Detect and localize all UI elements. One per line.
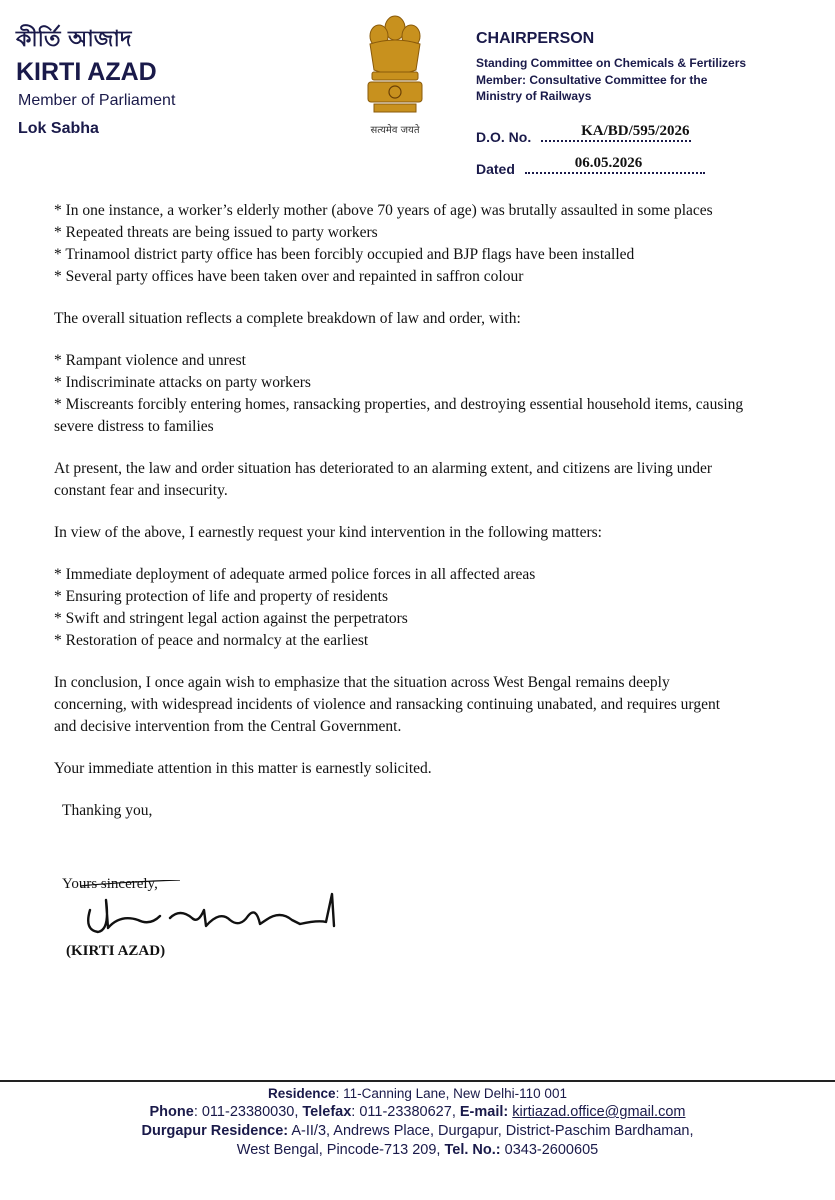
paragraph: Your immediate attention in this matter is earnestly solicited. bbox=[54, 760, 432, 777]
bullet-item: * Miscreants forcibly entering homes, ransacking properties, and destroying essential household items, causing severe distress to families bbox=[54, 396, 744, 435]
footer-divider bbox=[0, 1080, 835, 1082]
dated-row bbox=[476, 155, 705, 177]
email-label: E-mail bbox=[459, 1104, 504, 1120]
closing-thanks: Thanking you, bbox=[62, 802, 153, 819]
bullet-item: * Ensuring protection of life and property of residents bbox=[54, 588, 389, 605]
signatory-name: (KIRTI AZAD) bbox=[66, 943, 166, 959]
durgapur-label: Durgapur Residence: bbox=[141, 1123, 289, 1139]
footer-contact-line: Phone: 011-23380030, Telefax: 011-23380627, E-mail: kirtiazad.office@gmail.com bbox=[149, 1104, 686, 1120]
bullet-item: * Immediate deployment of adequate armed police forces in all affected areas bbox=[54, 566, 536, 583]
role-line: Member: Consultative Committee for the bbox=[476, 73, 708, 87]
tel-label: Tel. No.: bbox=[444, 1142, 501, 1158]
sender-title: Member of Parliament bbox=[18, 92, 176, 109]
footer-tel-line bbox=[0, 1142, 835, 1158]
dated-dotted-line bbox=[525, 155, 705, 174]
durgapur-value: A-II/3, Andrews Place, Durgapur, District-Paschim Bardhaman, bbox=[291, 1123, 694, 1139]
bullet-item: * Swift and stringent legal action against the perpetrators bbox=[54, 610, 408, 627]
letter-body bbox=[54, 200, 744, 822]
footer-residence-line bbox=[0, 1086, 835, 1101]
dated-label: Dated bbox=[476, 161, 515, 177]
sender-house: Lok Sabha bbox=[18, 120, 99, 137]
sender-name: KIRTI AZAD bbox=[16, 58, 157, 86]
bullet-item: * Repeated threats are being issued to party workers bbox=[54, 224, 378, 241]
emblem-motto: सत्यमेव जयते bbox=[370, 125, 420, 136]
role-line: Standing Committee on Chemicals & Fertilizers bbox=[476, 56, 747, 70]
paragraph: The overall situation reflects a complete breakdown of law and order, with: bbox=[54, 310, 521, 327]
phone-label: Phone bbox=[149, 1104, 194, 1120]
bullet-item: * In one instance, a worker’s elderly mother (above 70 years of age) was brutally assaulted in some places bbox=[54, 202, 713, 219]
do-value: KA/BD/595/2026 bbox=[581, 123, 690, 139]
position-title: CHAIRPERSON bbox=[476, 30, 595, 47]
bullet-item: * Restoration of peace and normalcy at the earliest bbox=[54, 632, 369, 649]
do-dotted-line bbox=[541, 123, 691, 142]
durgapur-value-2: West Bengal, Pincode-713 209, bbox=[236, 1142, 441, 1158]
paragraph: In conclusion, I once again wish to emphasize that the situation across West Bengal remains deeply concerning, with widespread incidents of violence and ransacking continuing unabated, and requires urgent and decisive intervention from the Central Government. bbox=[54, 674, 721, 735]
footer-durgapur-line bbox=[0, 1123, 835, 1139]
bullet-item: * Rampant violence and unrest bbox=[54, 352, 246, 369]
dated-value: 06.05.2026 bbox=[574, 155, 643, 171]
signature-image bbox=[80, 880, 350, 940]
residence-label: Residence bbox=[268, 1086, 336, 1101]
name-bengali: কীর্তি আজাদ bbox=[16, 27, 132, 52]
bullet-item: * Indiscriminate attacks on party workers bbox=[54, 374, 311, 391]
telefax-value: : 011-23380627, bbox=[351, 1104, 456, 1120]
bullet-item: * Several party offices have been taken over and repainted in saffron colour bbox=[54, 268, 524, 285]
tel-value: 0343-2600605 bbox=[504, 1142, 599, 1158]
do-label: D.O. No. bbox=[476, 129, 532, 145]
email-link[interactable]: kirtiazad.office@gmail.com bbox=[512, 1104, 686, 1120]
paragraph: In view of the above, I earnestly request your kind intervention in the following matters: bbox=[54, 524, 602, 541]
telefax-label: Telefax bbox=[302, 1104, 352, 1120]
do-number-row bbox=[476, 123, 691, 145]
role-line: Ministry of Railways bbox=[476, 89, 592, 103]
closing-salutation: Yours sincerely, bbox=[62, 876, 158, 892]
residence-value: : 11-Canning Lane, New Delhi-110 001 bbox=[335, 1086, 567, 1101]
paragraph: At present, the law and order situation has deteriorated to an alarming extent, and citizens are living under constant fear and insecurity. bbox=[54, 460, 713, 499]
bullet-item: * Trinamool district party office has been forcibly occupied and BJP flags have been installed bbox=[54, 246, 635, 263]
phone-value: : 011-23380030, bbox=[193, 1104, 299, 1120]
